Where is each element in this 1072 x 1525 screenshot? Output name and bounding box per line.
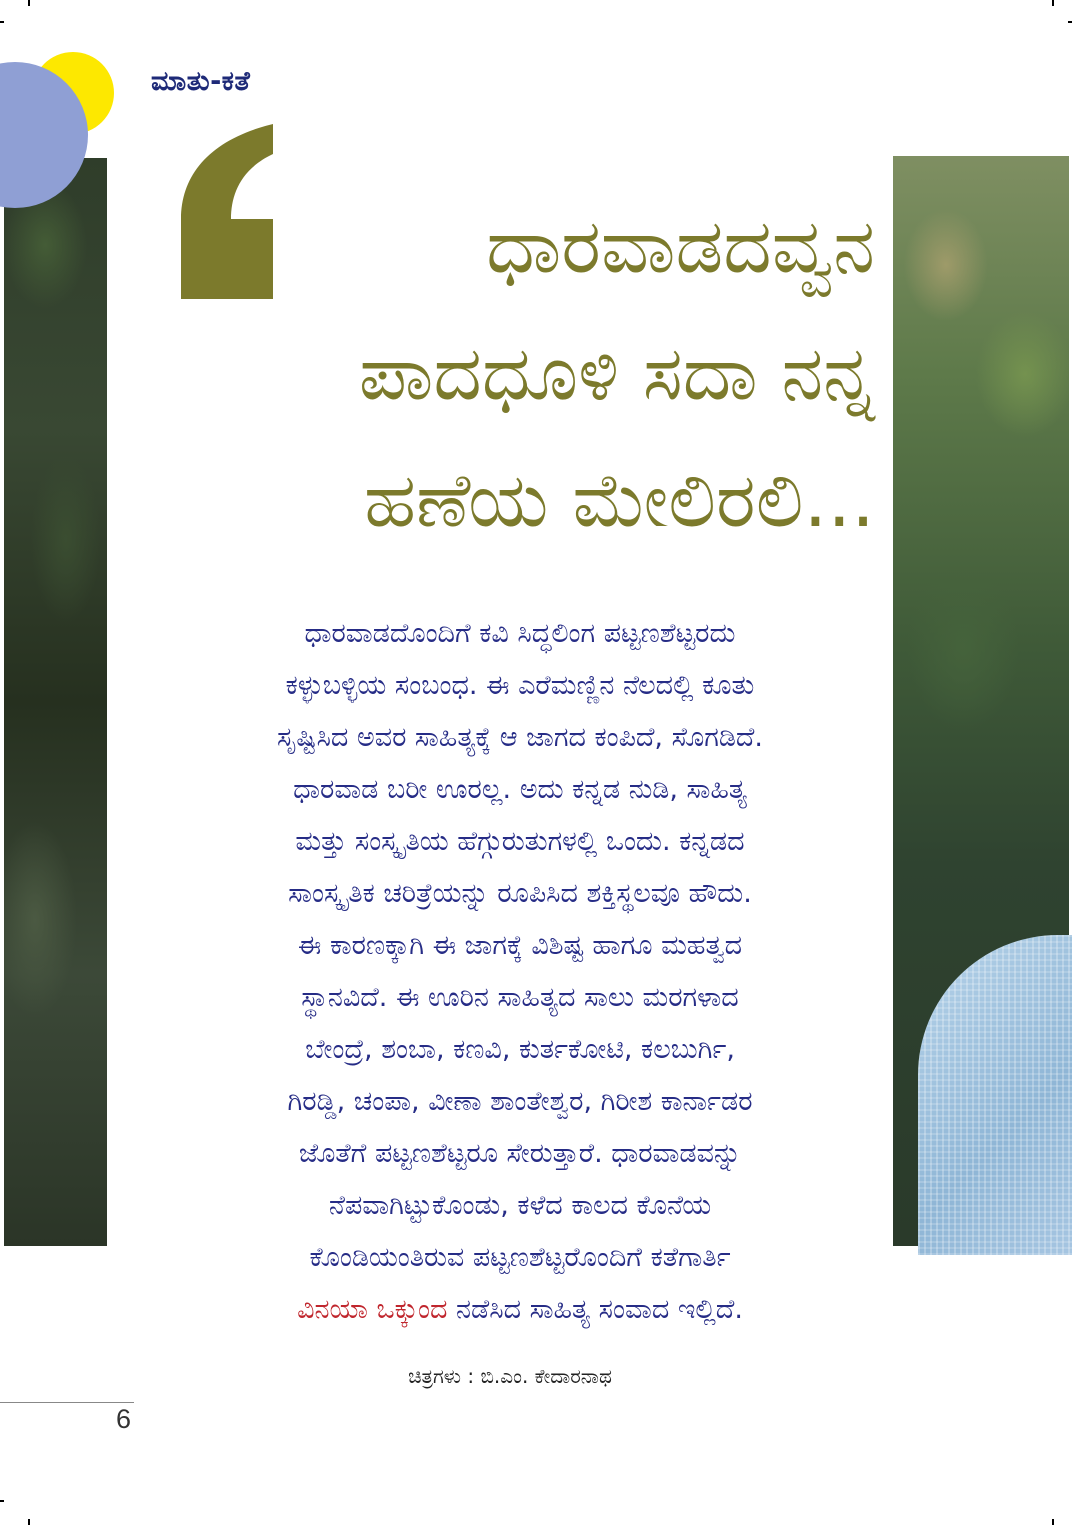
crop-mark [1068,21,1072,23]
body-line: ಧಾರವಾಡ ಬರೀ ಊರಲ್ಲ. ಅದು ಕನ್ನಡ ನುಡಿ, ಸಾಹಿತ್ಯ [293,774,747,805]
footer-rule [0,1402,134,1403]
crop-mark [28,1519,30,1525]
photo-credit: ಚಿತ್ರಗಳು : ಬಿ.ಎಂ. ಕೇದಾರನಾಥ [408,1364,612,1388]
body-line: ಕಳ್ಳುಬಳ್ಳಿಯ ಸಂಬಂಧ. ಈ ಎರೆಮಣ್ಣಿನ ನೆಲದಲ್ಲಿ ಕೂತು [285,670,755,701]
author-name: ವಿನಯಾ ಒಕ್ಕುಂದ [297,1294,448,1325]
crop-mark [0,1500,4,1502]
intro-paragraph [185,608,855,1336]
title-line: ಧಾರವಾಡದವ್ವನ [486,202,875,290]
body-line: ಮತ್ತು ಸಂಸ್ಕೃತಿಯ ಹೆಗ್ಗುರುತುಗಳಲ್ಲಿ ಒಂದು. ಕನ್ನಡದ [295,826,745,857]
crop-mark [28,0,30,6]
body-line: ಜೊತೆಗೆ ಪಟ್ಟಣಶೆಟ್ಟರೂ ಸೇರುತ್ತಾರೆ. ಧಾರವಾಡವನ್ನು [298,1138,742,1169]
page-number: 6 [116,1404,132,1434]
photo-left-strip [4,158,107,1246]
title-line: ಪಾದಧೂಳಿ ಸದಾ ನನ್ನ [358,329,875,417]
body-line: ಸ್ಥಾನವಿದೆ. ಈ ಊರಿನ ಸಾಹಿತ್ಯದ ಸಾಲು ಮರಗಳಾದ [301,982,739,1013]
crop-mark [1052,0,1054,6]
body-line-last [185,1284,855,1336]
body-line: ಈ ಕಾರಣಕ್ಕಾಗಿ ಈ ಜಾಗಕ್ಕೆ ವಿಶಿಷ್ಟ ಹಾಗೂ ಮಹತ್ವದ [297,930,743,961]
body-line: ಕೊಂಡಿಯಂತಿರುವ ಪಟ್ಟಣಶೆಟ್ಟರೊಂದಿಗೆ ಕತೆಗಾರ್ತಿ [309,1242,731,1273]
body-line: ಬೇಂದ್ರೆ, ಶಂಬಾ, ಕಣವಿ, ಕುರ್ತಕೋಟಿ, ಕಲಬುರ್ಗಿ, [305,1034,735,1065]
body-line-tail: ನಡೆಸಿದ ಸಾಹಿತ್ಯ ಸಂವಾದ ಇಲ್ಲಿದೆ. [447,1294,743,1325]
article-title [185,183,875,564]
title-line: ಹಣೆಯ ಮೇಲಿರಲಿ... [363,456,875,544]
body-line: ಸೃಷ್ಟಿಸಿದ ಅವರ ಸಾಹಿತ್ಯಕ್ಕೆ ಆ ಜಾಗದ ಕಂಪಿದೆ, ಸೊಗಡಿದೆ. [277,722,763,753]
body-line: ಗಿರಡ್ಡಿ, ಚಂಪಾ, ವೀಣಾ ಶಾಂತೇಶ್ವರ, ಗಿರೀಶ ಕಾರ್ನಾಡರ [287,1086,753,1117]
body-line: ಧಾರವಾಡದೊಂದಿಗೆ ಕವಿ ಸಿದ್ಧಲಿಂಗ ಪಟ್ಟಣಶೆಟ್ಟರದು [304,618,736,649]
crop-mark [0,21,4,23]
body-line: ನೆಪವಾಗಿಟ್ಟುಕೊಂಡು, ಕಳೆದ ಕಾಲದ ಕೊನೆಯ [328,1190,712,1221]
crop-mark [1052,1519,1054,1525]
section-label: ಮಾತು-ಕತೆ [151,66,251,97]
body-line: ಸಾಂಸ್ಕೃತಿಕ ಚರಿತ್ರೆಯನ್ನು ರೂಪಿಸಿದ ಶಕ್ತಿಸ್ಥಲವೂ ಹೌದು. [288,878,752,909]
